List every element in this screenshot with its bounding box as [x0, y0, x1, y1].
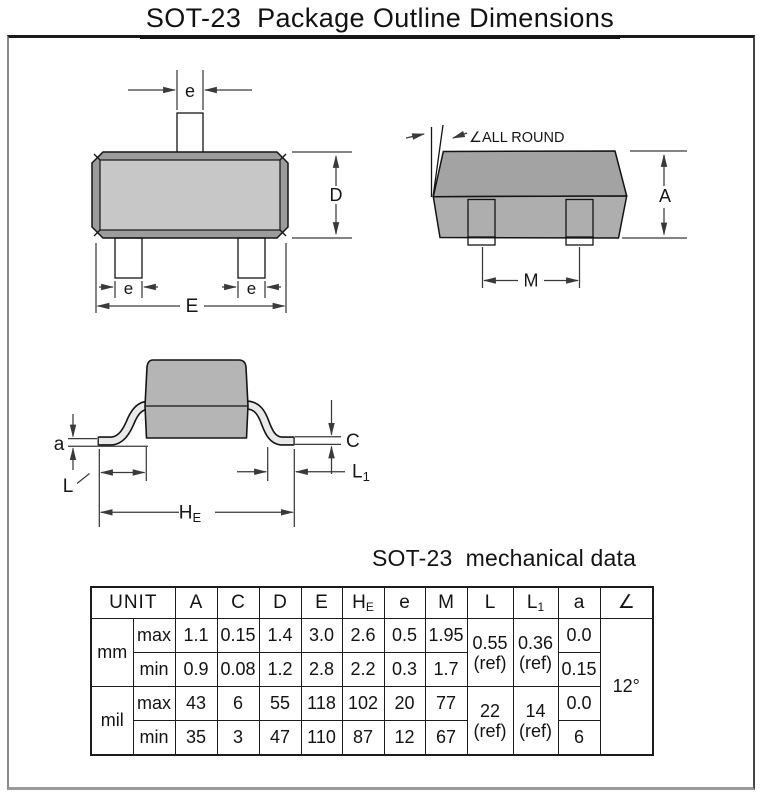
package-body-inner — [100, 160, 280, 230]
dim-label-a-cap: A — [658, 186, 672, 206]
dim-label-E: E — [185, 296, 199, 317]
dim-label-e-bottom-right: e — [246, 279, 257, 298]
cell-mil-min-C: 3 — [217, 721, 259, 756]
cell-mm-min-E: 2.8 — [301, 653, 342, 687]
cell-mil-min-HE: 87 — [342, 721, 384, 756]
body-top-face — [433, 151, 626, 197]
col-header-angle: ∠ — [600, 587, 653, 619]
cell-angle-value: 12° — [600, 619, 653, 756]
cell-mil-min-M: 67 — [425, 721, 467, 756]
cell-mil-max-HE: 102 — [342, 687, 384, 721]
cell-mm-max-A: 1.1 — [175, 619, 217, 653]
dim-label-l: L — [62, 476, 74, 497]
mil-max-label: max — [133, 687, 175, 721]
top-pin — [177, 113, 203, 153]
cell-mil-max-C: 6 — [217, 687, 259, 721]
top-view-drawing — [92, 70, 352, 317]
dim-label-e-bottom-left: e — [123, 279, 134, 298]
page-title — [0, 3, 760, 39]
cell-mil-L: 22 (ref) — [467, 687, 513, 756]
cell-mm-max-C: 0.15 — [217, 619, 259, 653]
dim-label-c: C — [346, 431, 360, 452]
cell-mm-max-E: 3.0 — [301, 619, 342, 653]
perspective-view-drawing — [406, 125, 687, 291]
col-header-C: C — [217, 587, 259, 619]
dim-label-e-top: e — [184, 81, 196, 101]
side-view-drawing — [54, 360, 370, 527]
leader-line — [453, 133, 467, 138]
unit-mil-cell: mil — [91, 687, 133, 756]
header-row — [91, 587, 653, 619]
dim-label-d: D — [329, 185, 343, 205]
cell-mil-max-A: 43 — [175, 687, 217, 721]
package-body-side — [145, 360, 248, 438]
col-header-E: E — [301, 587, 342, 619]
page-title-text: SOT-23 Package Outline Dimensions — [140, 3, 620, 39]
unit-mm-cell: mm — [91, 619, 133, 687]
dim-label-a-low: a — [53, 434, 65, 455]
cell-mm-min-A: 0.9 — [175, 653, 217, 687]
cell-mm-max-D: 1.4 — [259, 619, 301, 653]
cell-mm-L1: 0.36 (ref) — [513, 619, 558, 687]
col-header-e: e — [384, 587, 425, 619]
cell-mm-max-M: 1.95 — [425, 619, 467, 653]
leader-line — [77, 474, 90, 484]
cell-mm-L: 0.55 (ref) — [467, 619, 513, 687]
bottom-pin-left — [115, 238, 142, 278]
cell-mil-max-E: 118 — [301, 687, 342, 721]
cell-mm-max-HE: 2.6 — [342, 619, 384, 653]
cell-mil-L1: 14 (ref) — [513, 687, 558, 756]
body-front-face — [433, 196, 626, 238]
col-header-L1: $L_1$ — [513, 587, 558, 619]
cell-mm-max-a: 0.0 — [558, 619, 600, 653]
cell-mil-max-a: 0.0 — [558, 687, 600, 721]
dimension-line — [406, 134, 424, 138]
col-header-A: A — [175, 587, 217, 619]
table-row-mil-min — [91, 721, 653, 756]
cell-mil-min-e: 12 — [384, 721, 425, 756]
mm-min-label: min — [133, 653, 175, 687]
table-row-mil-max — [91, 687, 653, 721]
cell-mm-min-a: 0.15 — [558, 653, 600, 687]
cell-mil-min-D: 47 — [259, 721, 301, 756]
cell-mil-max-M: 77 — [425, 687, 467, 721]
cell-mm-min-HE: 2.2 — [342, 653, 384, 687]
all-round-label: ∠ALL ROUND — [469, 130, 565, 146]
cell-mm-min-D: 1.2 — [259, 653, 301, 687]
cell-mil-min-a: 6 — [558, 721, 600, 756]
cell-mil-max-e: 20 — [384, 687, 425, 721]
mm-max-label: max — [133, 619, 175, 653]
col-header-L: L — [467, 587, 513, 619]
col-header-a: a — [558, 587, 600, 619]
dim-label-he: $H_E$ — [178, 502, 202, 525]
mechanical-data-table — [90, 586, 654, 756]
col-header-HE: $H_E$ — [342, 587, 384, 619]
dim-label-m: M — [523, 270, 539, 291]
col-header-M: M — [425, 587, 467, 619]
cell-mil-min-E: 110 — [301, 721, 342, 756]
dim-label-l1: $L_1$ — [352, 461, 370, 484]
table-row-mm-max — [91, 619, 653, 653]
cell-mm-min-C: 0.08 — [217, 653, 259, 687]
table-row-mm-min — [91, 653, 653, 687]
cell-mil-min-A: 35 — [175, 721, 217, 756]
mil-min-label: min — [133, 721, 175, 756]
cell-mm-max-e: 0.5 — [384, 619, 425, 653]
col-header-D: D — [259, 587, 301, 619]
cell-mil-max-D: 55 — [259, 687, 301, 721]
cell-mm-min-M: 1.7 — [425, 653, 467, 687]
bottom-pin-right — [238, 238, 265, 278]
col-header-unit: UNIT — [91, 587, 175, 619]
table-title: SOT-23 mechanical data — [372, 545, 637, 571]
cell-mm-min-e: 0.3 — [384, 653, 425, 687]
